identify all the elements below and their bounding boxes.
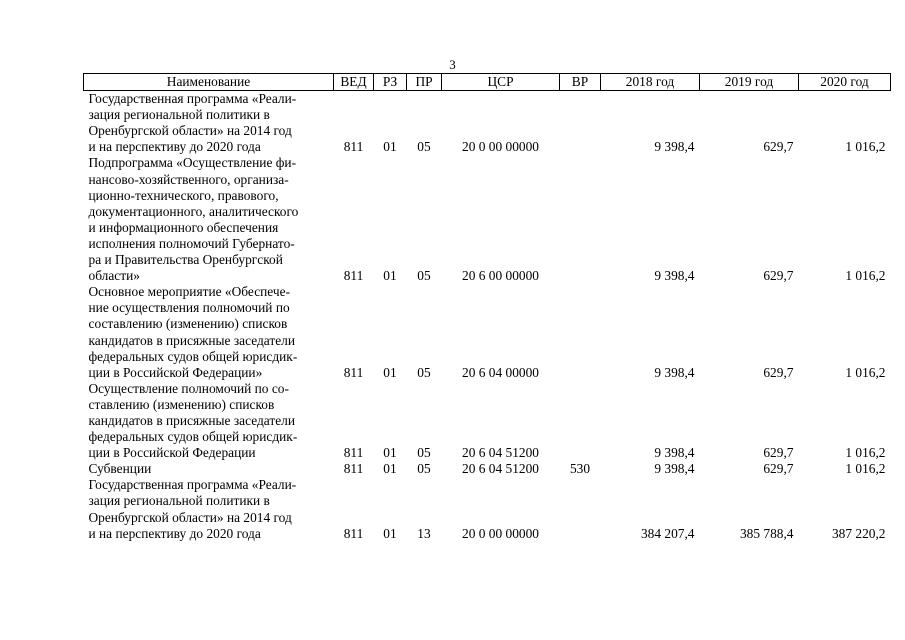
row-name: [84, 381, 334, 461]
header-2019: 2019 год: [700, 74, 799, 91]
row-name-line: зация региональной политики в: [88, 107, 270, 123]
row-name-line: и на перспективу до 2020 года: [88, 525, 261, 541]
budget-table: [83, 73, 891, 542]
row-vr: [560, 477, 601, 541]
row-name: [84, 284, 334, 381]
row-name-line: ставлению (изменению) списков: [88, 396, 275, 412]
row-name-line: кандидатов в присяжные заседатели: [88, 332, 296, 348]
header-vr: ВР: [560, 74, 601, 91]
row-pr: 05: [417, 364, 431, 380]
table-header-row: [84, 74, 891, 91]
row-value-2020: 1 016,2: [845, 364, 886, 380]
row-value-2020: 1 016,2: [845, 461, 886, 477]
row-ved: 811: [343, 445, 364, 461]
row-name-line: Оренбургской области» на 2014 год: [88, 509, 292, 525]
row-rz: 01: [383, 139, 397, 155]
row-value-2019: 629,7: [763, 364, 794, 380]
row-rz: 01: [383, 268, 397, 284]
row-csr: 20 6 04 51200: [462, 445, 539, 461]
row-name-line: документационного, аналитического: [88, 203, 299, 219]
row-pr: 05: [417, 268, 431, 284]
row-rz: 01: [383, 461, 397, 477]
row-name-line: области»: [88, 268, 140, 284]
row-ved: 811: [343, 525, 364, 541]
page-number: 3: [449, 57, 456, 72]
row-name-line: нансово-хозяйственного, организа-: [88, 171, 289, 187]
row-name-line: федеральных судов общей юрисдик-: [88, 429, 298, 445]
row-ved: 811: [343, 364, 364, 380]
row-name-line: исполнения полномочий Губернато-: [88, 235, 295, 251]
table-row: [84, 477, 891, 541]
header-rz: РЗ: [374, 74, 407, 91]
header-pr: ПР: [407, 74, 442, 91]
row-name: [84, 155, 334, 284]
row-name-line: федеральных судов общей юрисдик-: [88, 348, 298, 364]
row-csr: 20 6 04 51200: [462, 461, 539, 477]
row-name-line: и на перспективу до 2020 года: [88, 139, 261, 155]
table-row: [84, 91, 891, 156]
row-name-line: Оренбургской области» на 2014 год: [88, 123, 292, 139]
row-ved: 811: [343, 268, 364, 284]
row-name-line: ние осуществления полномочий по: [88, 300, 290, 316]
row-value-2018: 9 398,4: [654, 364, 695, 380]
row-name-line: зация региональной политики в: [88, 493, 270, 509]
row-name: [84, 477, 334, 541]
row-value-2020: 1 016,2: [845, 268, 886, 284]
row-pr: 05: [417, 461, 431, 477]
row-rz: 01: [383, 364, 397, 380]
header-name: Наименование: [84, 74, 334, 91]
header-2018: 2018 год: [601, 74, 700, 91]
header-csr: ЦСР: [442, 74, 560, 91]
table-row: [84, 155, 891, 284]
row-name-line: Государственная программа «Реали-: [88, 91, 297, 107]
row-vr: [560, 91, 601, 156]
row-value-2020: 1 016,2: [845, 139, 886, 155]
row-value-2019: 629,7: [763, 139, 794, 155]
row-pr: 13: [417, 525, 431, 541]
row-value-2020: 1 016,2: [845, 445, 886, 461]
row-csr: 20 0 00 00000: [462, 525, 539, 541]
row-csr: 20 6 04 00000: [462, 364, 539, 380]
row-value-2019: 629,7: [763, 268, 794, 284]
row-value-2018: 9 398,4: [654, 139, 695, 155]
row-name-line: и информационного обеспечения: [88, 219, 279, 235]
row-pr: 05: [417, 445, 431, 461]
row-csr: 20 0 00 00000: [462, 139, 539, 155]
row-name-line: ционно-технического, правового,: [88, 187, 279, 203]
row-value-2019: 629,7: [763, 445, 794, 461]
row-name-line: Подпрограмма «Осуществление фи-: [88, 155, 297, 171]
row-name-line: составлению (изменению) списков: [88, 316, 288, 332]
row-value-2018: 9 398,4: [654, 445, 695, 461]
row-rz: 01: [383, 525, 397, 541]
row-name-line: Осуществление полномочий по со-: [88, 380, 289, 396]
row-pr: 05: [417, 139, 431, 155]
row-ved: 811: [343, 139, 364, 155]
row-name: [84, 461, 334, 477]
row-name-line: Государственная программа «Реали-: [88, 477, 297, 493]
row-name-line: ции в Российской Федерации»: [88, 364, 263, 380]
row-value-2020: 387 220,2: [831, 525, 886, 541]
header-ved: ВЕД: [334, 74, 374, 91]
row-rz: 01: [383, 445, 397, 461]
row-value-2018: 9 398,4: [654, 268, 695, 284]
row-name-line: ции в Российской Федерации: [88, 445, 256, 461]
header-2020: 2020 год: [799, 74, 891, 91]
table-row: [84, 381, 891, 461]
row-value-2019: 385 788,4: [739, 525, 794, 541]
row-vr: 530: [569, 461, 591, 477]
row-name-line: ра и Правительства Оренбургской: [88, 252, 283, 268]
table-row: [84, 284, 891, 381]
row-name-line: Основное мероприятие «Обеспече-: [88, 284, 291, 300]
row-csr: 20 6 00 00000: [462, 268, 539, 284]
row-ved: 811: [343, 461, 364, 477]
row-name: [84, 91, 334, 156]
row-vr: [560, 284, 601, 381]
row-value-2018: 384 207,4: [640, 525, 695, 541]
row-vr: [560, 155, 601, 284]
row-vr: [560, 381, 601, 461]
row-value-2018: 9 398,4: [654, 461, 695, 477]
table-row: [84, 461, 891, 477]
row-name-line: кандидатов в присяжные заседатели: [88, 412, 296, 428]
row-value-2019: 629,7: [763, 461, 794, 477]
row-name-line: Субвенции: [88, 461, 152, 477]
